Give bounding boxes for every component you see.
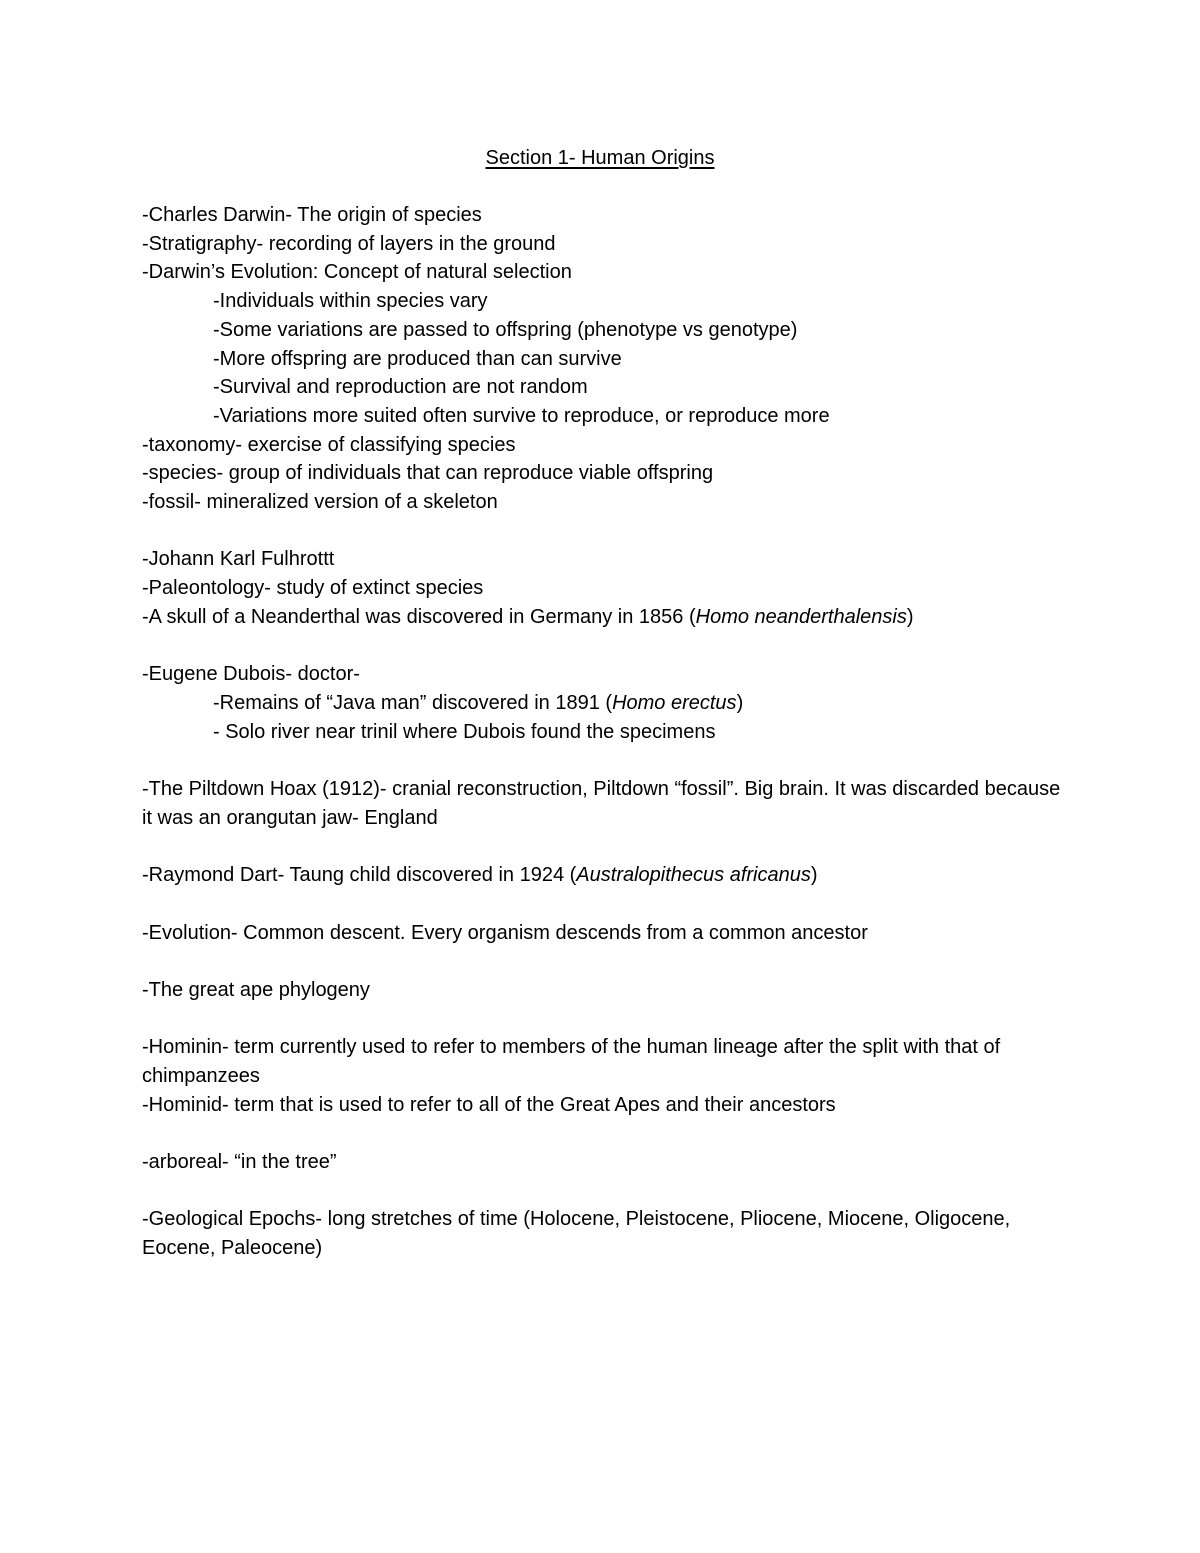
page-title: Section 1- Human Origins — [485, 147, 715, 169]
note-line: -The great ape phylogeny — [142, 978, 370, 1001]
note-text: -Remains of “Java man” discovered in 1891 ( — [213, 691, 613, 714]
note-line: -Paleontology- study of extinct species — [142, 577, 484, 600]
note-paragraph: -Geological Epochs- long stretches of time (Holocene, Pleistocene, Pliocene, Miocene, Oligocene, Eocene, Paleocene) — [142, 1208, 1011, 1260]
note-line: -Eugene Dubois- doctor- — [142, 663, 360, 686]
note-text: ) — [906, 605, 914, 628]
note-line: -Hominid- term that is used to refer to all of the Great Apes and their ancestors — [142, 1093, 836, 1116]
species-name: Homo erectus — [612, 691, 737, 714]
note-subline: -More offspring are produced than can survive — [213, 347, 622, 370]
note-line: -arboreal- “in the tree” — [142, 1151, 337, 1174]
note-subline: -Variations more suited often survive to reproduce, or reproduce more — [213, 404, 830, 427]
species-name: Homo neanderthalensis — [695, 605, 907, 628]
note-line: -taxonomy- exercise of classifying species — [142, 433, 516, 456]
note-text: -A skull of a Neanderthal was discovered in Germany in 1856 ( — [142, 605, 696, 628]
note-paragraph: -The Piltdown Hoax (1912)- cranial reconstruction, Piltdown “fossil”. Big brain. It was discarded because it was an orangutan jaw- England — [142, 778, 1061, 829]
note-subline — [142, 689, 1062, 718]
note-line: -Charles Darwin- The origin of species — [142, 204, 482, 226]
note-line: -species- group of individuals that can reproduce viable offspring — [142, 462, 714, 485]
note-line: -Evolution- Common descent. Every organism descends from a common ancestor — [142, 921, 868, 944]
note-text: ) — [736, 691, 744, 714]
note-subline: -Some variations are passed to offspring (phenotype vs genotype) — [213, 318, 798, 341]
note-text: ) — [810, 864, 818, 887]
notes-body — [142, 201, 1062, 1263]
note-line: -Stratigraphy- recording of layers in the ground — [142, 232, 556, 255]
note-subline: -Survival and reproduction are not random — [213, 376, 588, 399]
note-line: -Johann Karl Fulhrottt — [142, 548, 335, 571]
note-line: -Darwin’s Evolution: Concept of natural selection — [142, 261, 572, 284]
note-text: -Raymond Dart- Taung child discovered in 1924 ( — [142, 864, 577, 887]
note-line — [142, 861, 1062, 890]
note-line: -fossil- mineralized version of a skeleton — [142, 491, 498, 514]
note-subline: - Solo river near trinil where Dubois found the specimens — [213, 720, 716, 743]
note-line — [142, 603, 1062, 632]
note-paragraph: -Hominin- term currently used to refer to members of the human lineage after the split with that of chimpanzees — [142, 1036, 1001, 1087]
species-name: Australopithecus africanus — [576, 864, 811, 887]
note-subline: -Individuals within species vary — [213, 290, 488, 313]
